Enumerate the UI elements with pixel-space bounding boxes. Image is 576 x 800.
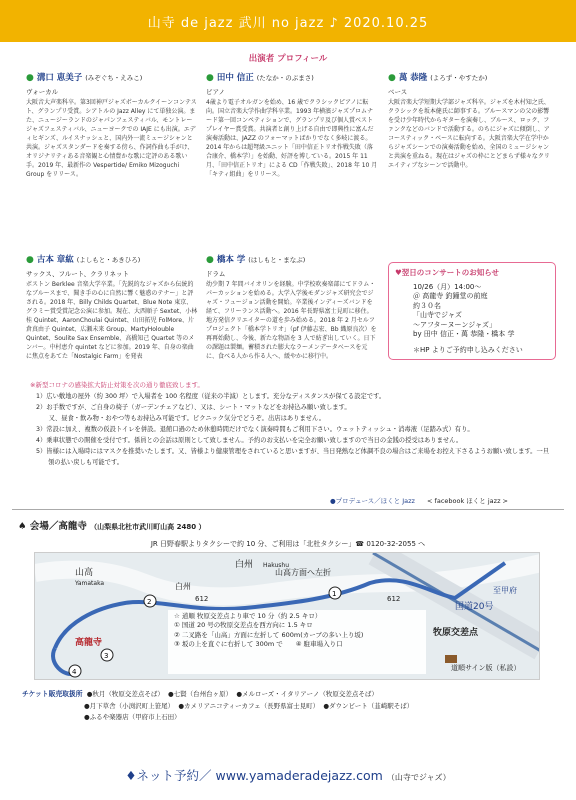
map-label-route20: 国道20号 bbox=[455, 602, 494, 612]
performer-name: ● 田中 信正 (たなか・のぶまさ) bbox=[206, 73, 314, 83]
performer-bio: 大阪音大声楽科卒。第3回神戸ジャズボーカルクイーンコンテスト、グランプリ受賞。シアトルの Jazz Alley にて単独公演。また、ニュージーランドのジャパンフェスティバル、モントレージャズフェスティバル、ニューヨークでの IAJE にも出演。エディヒギンズ、ルイスナッシュと、国内外一流ミュージシャンと共演。ジャズスタンダードを奏する傍ら、作詞作曲も手がけ、オリジナリティある音楽観と心情豊かな歌に定評のある歌い手。2019 年、最新作の Vespertide/ Emiko Mizoguchi Group をリリース。 bbox=[26, 99, 197, 179]
performer-profile bbox=[26, 72, 198, 179]
outlet: ●七賢（台州台ヶ原） bbox=[168, 690, 233, 698]
svg-text:2: 2 bbox=[147, 598, 152, 606]
website-note: （山寺でジャズ） bbox=[386, 773, 451, 782]
map-label-shirasu: 白州 bbox=[175, 582, 191, 591]
covid-item: 又、昼食・飲み物・おやつ等もお持込み可能です。ピクニック気分でどうぞ。出店はありません。 bbox=[36, 415, 326, 423]
performer-instrument: サックス、フルート、クラリネット bbox=[26, 269, 130, 278]
facebook-link[interactable]: < facebook ほくと jazz > bbox=[427, 497, 508, 505]
title-banner bbox=[0, 0, 576, 42]
map-label-temple: 高龍寺 bbox=[75, 638, 103, 648]
map-label-yamataka: 山高 bbox=[75, 568, 94, 578]
map-hakushu-sign: 白州 bbox=[235, 560, 254, 570]
performer-instrument: ピアノ bbox=[206, 87, 225, 96]
covid-item: 5）皆様には入場時にはマスクを推奨いたします。又、皆様より健康管理をされていると思いますが、当日発熱など体調不良の場合はご来場をお控え下さるようお願い致します。一旦領の払い戻しも可能です。 bbox=[36, 448, 550, 467]
producer-label: ●プロデュース／ほくと Jazz bbox=[330, 497, 415, 505]
map-road-612: 612 bbox=[195, 595, 209, 603]
map-road-612: 612 bbox=[387, 595, 401, 603]
venue-label: 会場／高龍寺 bbox=[29, 521, 87, 532]
performer-name: ● 溝口 恵美子 (みぞぐち・えみこ) bbox=[26, 73, 143, 83]
performer-bio: 大阪音楽大学短期大学部ジャズ科卒。ジャズを木村知之氏、クラシックを坂本健氏に師事する。ブルースマンの父の影響を受け少年時代からギターを演奏し、ブルース、ロック、ファンクなどのバンドで活動する。のちにジャズに傾倒し、アコースティック・ベースに転向する。大阪音楽大学在学中からジャズシーンでの演奏活動を始め、全国のミュージシャンと共演を重ねる。現在はジャズの枠にとどまらず様々なクリエイティブなシーンで活動中。 bbox=[388, 99, 550, 170]
map-label-yamataka-en: Yamataka bbox=[75, 580, 105, 587]
bullet-icon: ● bbox=[206, 73, 214, 83]
outlet: ●カメリアニコティーカフェ（長野県富士見町） bbox=[178, 701, 320, 710]
performer-profile bbox=[206, 72, 378, 179]
outlet-row bbox=[22, 712, 562, 724]
covid-item: 2）お手数ですが、ご自身の椅子（ガーデンチェアなど）、又は、シート・マットなどをお持込み願い致します。 bbox=[36, 404, 351, 412]
performer-bio: ボストン Berklee 音楽大学卒業。「先鋭的なジャズから伝統的なブルースまで、聞き手の心に自然に響く魅惑のテナー」と評される。2018 年、Billy Childs Quartet、Blue Note 東京、グラミー賞受賞記念公演に参加。現在、大西順子 Sextet、小林桂 Quintet、AaronChoulai Quintet、山田拓児 FolMore、片倉真由子 Quintet、広瀬未来 Group、MartyHolouble Quintet、Soulite Sax Ensemble、高橋知己 Quartet 等のメンバー。中村恵介 quintet などに参加。2019 年、自身の楽曲に焦点をあてた「Nostalgic Farm」を発表 bbox=[26, 281, 198, 361]
venue-heading bbox=[18, 518, 206, 532]
route-line-text: ① 国道 20 号の牧原交差点を西方向に 1.5 キロ bbox=[174, 621, 313, 630]
venue-address: （山梨県北杜市武川町山高 2480 ） bbox=[90, 523, 206, 531]
performer-name: ● 橋本 学 (はしもと・まなぶ) bbox=[206, 255, 306, 265]
covid-item: 3）常設に加え、複数の仮設トイレを併設。退館口過のため休憩時間だけでなく演奏時間もご利用下さい。ウェットティッシュ・消毒液（足踏み式）有り。 bbox=[36, 426, 474, 434]
concert-line: ～アフターヌーンジャズ」 bbox=[413, 320, 497, 329]
profile-heading: 出演者 プロフィール bbox=[248, 54, 328, 64]
web-reservation bbox=[0, 766, 576, 784]
page-title: 山寺 de jazz 武川 no jazz ♪ 2020.10.25 bbox=[147, 15, 429, 31]
concert-line: 「山寺でジャズ bbox=[413, 311, 462, 320]
svg-text:4: 4 bbox=[72, 668, 77, 676]
access-info: JR 日野春駅よりタクシーで約 10 分、ご利用は「北杜タクシー」☎ 0120-32-2055 へ bbox=[150, 540, 426, 548]
outlet-row bbox=[22, 701, 562, 713]
bullet-icon: ● bbox=[388, 73, 396, 83]
performer-profile bbox=[388, 72, 554, 170]
bullet-icon: ● bbox=[26, 73, 34, 83]
producer-credit bbox=[330, 496, 508, 505]
outlet: ●メルローズ・イタリアーノ（牧原交差点そば） bbox=[236, 690, 378, 698]
route-directions bbox=[168, 610, 426, 674]
covid-item: 4）乗車状態での開催を受付です。係員との会話は原則として致しません。予約のお支払いを完全お願い致しますので当日の金銭の授受はありません。 bbox=[36, 437, 463, 445]
performer-bio: 4歳より電子オルガンを始め、16 歳でクラシックピアノに転向。国立音楽大学作曲学科卒業。1993 年横濱ジャズプロムナード第一回コンペティションで、グランプリ及び個人賞ベストプレイヤー賞受賞。共演者と創り上げる自由で即興性に富んだ演奏活動は、JAZZ のフォーマットばかりでなく多岐に渡る。2014 年からは超弩級ユニット「田中信正トリオ作戦失敗（落合康介、橋本学）」を始動、好評を博している。2015 年 11 月、「田中信正トリオ」による CD「作戦失敗」、2018 年 10 月「キティ組曲」をリリース。 bbox=[206, 99, 378, 179]
performer-instrument: ヴォーカル bbox=[26, 87, 59, 96]
concert-note: ＊HP よりご予約申し込みください bbox=[413, 345, 523, 354]
svg-text:1: 1 bbox=[332, 590, 337, 598]
concert-line: by 田中 信正・萬 恭隆・橋本 学 bbox=[413, 330, 515, 339]
outlet: ●月下草舎（小渕沢町上笹尾） bbox=[84, 701, 175, 710]
outlet-row bbox=[22, 688, 562, 701]
map-route-sign: 山高方面へ左折 bbox=[275, 568, 331, 577]
outlets-heading: チケット販売取扱所 bbox=[22, 690, 83, 698]
covid-heading: ※新型コロナの感染拡大防止対策を次の通り徹底致します。 bbox=[30, 381, 204, 389]
route-line-text: ③ 坂の上を直ぐに右折して 300m で ④ 駐車場入り口 bbox=[174, 640, 343, 649]
performer-profile bbox=[26, 254, 198, 361]
performer-name: ● 古本 章紘 (よしもと・あきひろ) bbox=[26, 255, 141, 265]
performer-instrument: ドラム bbox=[206, 269, 226, 278]
performer-bio: 幼少期 7 年間バイオリンを経験。中学校吹奏楽部にてドラム・パーカッションを始める。大学入学後モダンジャズ研究会でジャズ・フュージョン活動を開始。卒業後インディーズバンドを経て、フリーランス活動へ。2016 年長野県富士見町に移住。地方発信クリエイターの道を歩み始める。2018 年 2 月セルフプロジェクト「橋本学トリオ」（pf 伊藤志宏、Bb 織原良次）を再再始動し、今後、新たな物語を 3 人で紡ぎ出していく。日下の課題は製麺。蓄積された膨大なラーメンデータベースを元に、食べる人から作る人へ、緩やかに移行中。 bbox=[206, 281, 377, 361]
map-label-junction: 牧原交差点 bbox=[433, 628, 479, 638]
svg-text:3: 3 bbox=[104, 652, 109, 660]
covid-item: 1）広い敷地の屋外（約 300 坪）で入場者を 100 名程度（従来の半減）とします。充分なディスタンスが保てる設定です。 bbox=[36, 393, 386, 401]
outlet: ●ダウンビート（韮崎駅そば） bbox=[323, 701, 414, 710]
map-hakushu-en: Hakushu bbox=[263, 562, 290, 569]
concert-line: ＠ 高龍寺 釣鐘堂の前庭 bbox=[413, 292, 488, 301]
concert-line: 10/26（月）14:00～ bbox=[413, 283, 482, 291]
section-divider bbox=[12, 509, 564, 510]
performer-instrument: ベース bbox=[388, 87, 408, 96]
route-line-text: ② 二叉路を「山高」方面に左折して 600m(カーブの多い上り坂) bbox=[174, 630, 364, 639]
website-link[interactable]: ♦ネット予約／ www.yamaderadejazz.com bbox=[125, 768, 383, 783]
ticket-outlets bbox=[22, 688, 562, 724]
concert-title: ♥翌日のコンサートのお知らせ bbox=[395, 268, 499, 277]
bullet-icon: ● bbox=[206, 255, 214, 265]
outlet: ●秋月（牧原交差点そば） bbox=[86, 690, 164, 698]
outlet: ●ふるや楽器店（甲府市上石田） bbox=[84, 713, 181, 722]
map-label-kofu: 至甲府 bbox=[493, 586, 517, 595]
performer-name: ● 萬 恭隆 (よろず・やすたか) bbox=[388, 73, 488, 83]
performer-profile bbox=[206, 254, 378, 361]
sign-board-icon bbox=[445, 655, 457, 663]
route-line-text: ☆ 道順 牧原交差点より車で 10 分（約 2.5 キロ） bbox=[174, 612, 322, 620]
spade-icon: ♠ bbox=[18, 521, 27, 532]
covid-measures bbox=[30, 380, 550, 468]
map-sign-board-label: 道順サイン版（私設） bbox=[451, 664, 521, 672]
concert-line: 約３０名 bbox=[413, 301, 441, 310]
next-concert-box bbox=[388, 262, 556, 360]
bullet-icon: ● bbox=[26, 255, 34, 265]
